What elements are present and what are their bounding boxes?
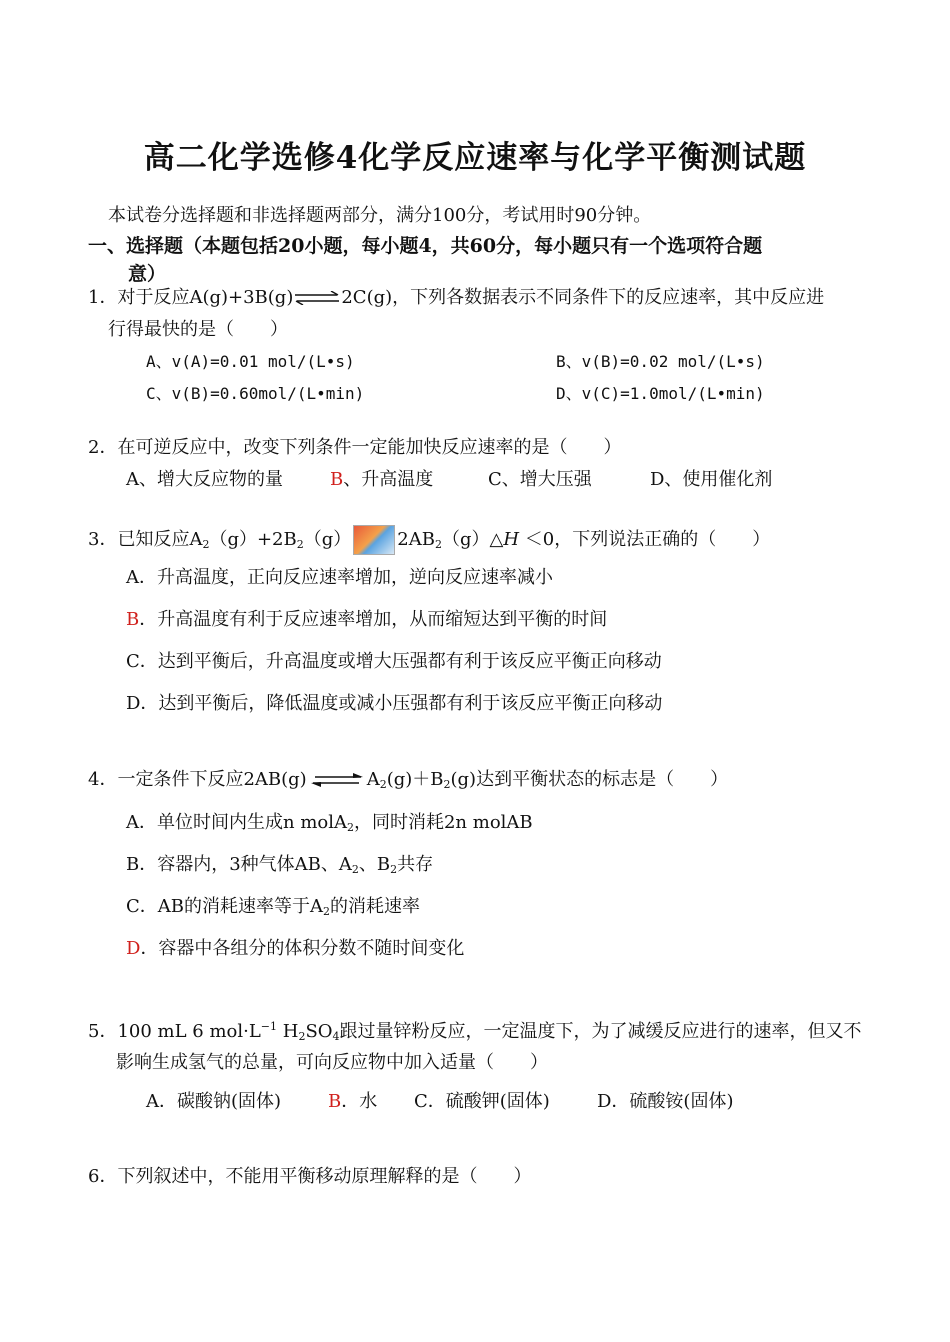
equilibrium-arrow-icon [307,773,367,787]
section-heading-cont: 意） [128,263,167,285]
question-4-option-d: D．容器中各组分的体积分数不随时间变化 [126,938,465,959]
section-heading: 一、选择题（本题包括20小题，每小题4，共60分，每小题只有一个选项符合题 [88,235,763,257]
question-1-stem: 1．对于反应A(g)+3B(g) 2C(g)，下列各数据表示不同条件下的反应速率，其中反应进 [88,287,825,308]
question-3-stem: 3．已知反应$A_2(g)+2B_2(g)$ $2AB_2(g)\triangle H <0$，下列说法正确的（ ） [88,525,770,557]
question-1-option-d: D、v(C)=1.0mol/(L•min) [556,384,765,403]
question-5-option-d: D．硫酸铵(固体) [597,1091,734,1112]
question-1-option-b: B、v(B)=0.02 mol/(L•s) [556,352,765,371]
question-3-option-d: D．达到平衡后，降低温度或减小压强都有利于该反应平衡正向移动 [126,693,663,714]
question-3-option-a: A．升高温度，正向反应速率增加，逆向反应速率减小 [126,567,553,588]
question-5-option-a: A．碳酸钠(固体) [146,1091,282,1112]
question-4-stem: 4．一定条件下反应2AB(g) $A_2(g)+B_2(g)$达到平衡状态的标志是（ ） [88,769,729,791]
question-2-stem: 2．在可逆反应中，改变下列条件一定能加快反应速率的是（ ） [88,437,622,458]
question-5-option-c: C．硫酸钾(固体) [414,1091,550,1112]
question-5-stem: 5．100 mL 6 $mol\cdot L^{-1}$ $H_2SO_4$跟过量锌粉反应，一定温度下，为了减缓反应进行的速率，但又不 [88,1020,862,1043]
question-3-option-b: B．升高温度有利于反应速率增加，从而缩短达到平衡的时间 [126,609,608,630]
question-1-option-a: A、v(A)=0.01 mol/(L•s) [146,352,355,371]
intro-text: 本试卷分选择题和非选择题两部分，满分100分，考试用时90分钟。 [108,205,652,226]
question-5-option-b: B．水 [328,1091,378,1112]
question-6-stem: 6．下列叙述中，不能用平衡移动原理解释的是（ ） [88,1166,532,1187]
question-2-option-d: D、使用催化剂 [650,469,773,490]
broken-image-icon [353,525,395,555]
question-4-option-c: C．AB的消耗速率等于$A_2$的消耗速率 [126,896,420,918]
question-1-option-c: C、v(B)=0.60mol/(L•min) [146,384,365,403]
question-5-stem-cont: 影响生成氢气的总量，可向反应物中加入适量（ ） [116,1052,548,1073]
question-1-stem-cont: 行得最快的是（ ） [108,319,288,340]
equilibrium-arrow-icon [293,291,341,305]
question-3-option-c: C．达到平衡后，升高温度或增大压强都有利于该反应平衡正向移动 [126,651,662,672]
question-2-option-c: C、增大压强 [488,469,592,490]
question-4-option-a: A．单位时间内生成n molA$_2$，同时消耗2n molAB [126,812,533,834]
page-title: 高二化学选修4化学反应速率与化学平衡测试题 [143,140,807,176]
question-2-option-b: B、升高温度 [330,469,434,490]
question-4-option-b: B．容器内，3种气体AB、$A_2$、$B_2$共存 [126,854,434,876]
question-2-option-a: A、增大反应物的量 [126,469,283,490]
